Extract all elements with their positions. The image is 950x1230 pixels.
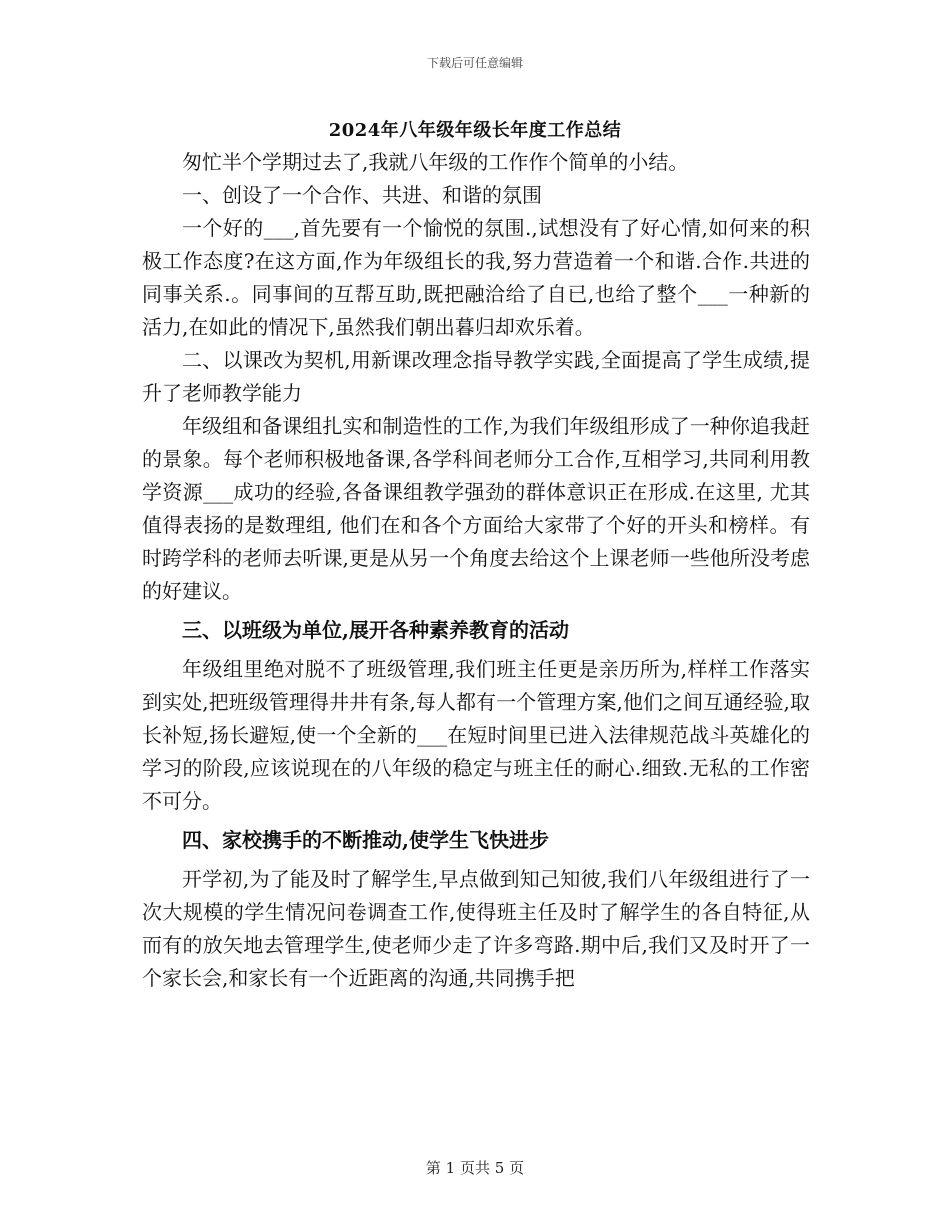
page-header-note: 下载后可任意编辑 bbox=[426, 56, 523, 70]
section-heading-1: 一、创设了一个合作、共进、和谐的氛围 bbox=[182, 183, 542, 207]
page-number: 第 1 页共 5 页 bbox=[425, 1159, 525, 1177]
paragraph-section-1: 一个好的___,首先要有一个愉悦的氛围.,试想没有了好心情,如何来的积极工作态度?在这方面,作为年级组长的我,努力营造着一个和谐.合作.共进的同事关系.。同事间的互帮互助,既把融洽给了自已,也给了整个___一种新的活力,在如此的情况下,虽然我们朝出暮归却欢乐着。 bbox=[142, 216, 810, 339]
section-heading-2: 二、以课改为契机,用新课改理念指导教学实践,全面提高了学生成绩,提升了老师教学能力 bbox=[142, 348, 810, 405]
section-heading-3: 三、以班级为单位,展开各种素养教育的活动 bbox=[182, 618, 569, 642]
paragraph-section-2: 年级组和备课组扎实和制造性的工作,为我们年级组形成了一种你追我赶的景象。每个老师积极地备课,各学科间老师分工合作,互相学习,共同利用教学资源___成功的经验,各备课组教学强劲的群体意识正在形成.在这里, 尤其值得表扬的是数理组, 他们在和各个方面给大家带了个好的开头和榜样。有时跨学科的老师去听课,更是从另一个角度去给这个上课老师一些他所没考虑的好建议。 bbox=[142, 414, 810, 603]
document-title: 2024年八年级年级长年度工作总结 bbox=[328, 120, 622, 141]
document-body bbox=[142, 146, 810, 995]
paragraph-intro: 匆忙半个学期过去了,我就八年级的工作作个简单的小结。 bbox=[182, 150, 689, 174]
paragraph-section-4: 开学初,为了能及时了解学生,早点做到知己知彼,我们八年级组进行了一次大规模的学生情况问卷调查工作,使得班主任及时了解学生的各自特征,从而有的放矢地去管理学生,使老师少走了许多弯路.期中后,我们又及时开了一个家长会,和家长有一个近距离的沟通,共同携手把 bbox=[142, 867, 810, 990]
paragraph-section-3: 年级组里绝对脱不了班级管理,我们班主任更是亲历所为,样样工作落实到实处,把班级管理得井井有条,每人都有一个管理方案,他们之间互通经验,取长补短,扬长避短,使一个全新的___在短时间里已进入法律规范战斗英雄化的学习的阶段,应该说现在的八年级的稳定与班主任的耐心.细致.无私的工作密不可分。 bbox=[142, 657, 810, 813]
section-heading-4: 四、家校携手的不断推动,使学生飞快进步 bbox=[182, 828, 549, 852]
